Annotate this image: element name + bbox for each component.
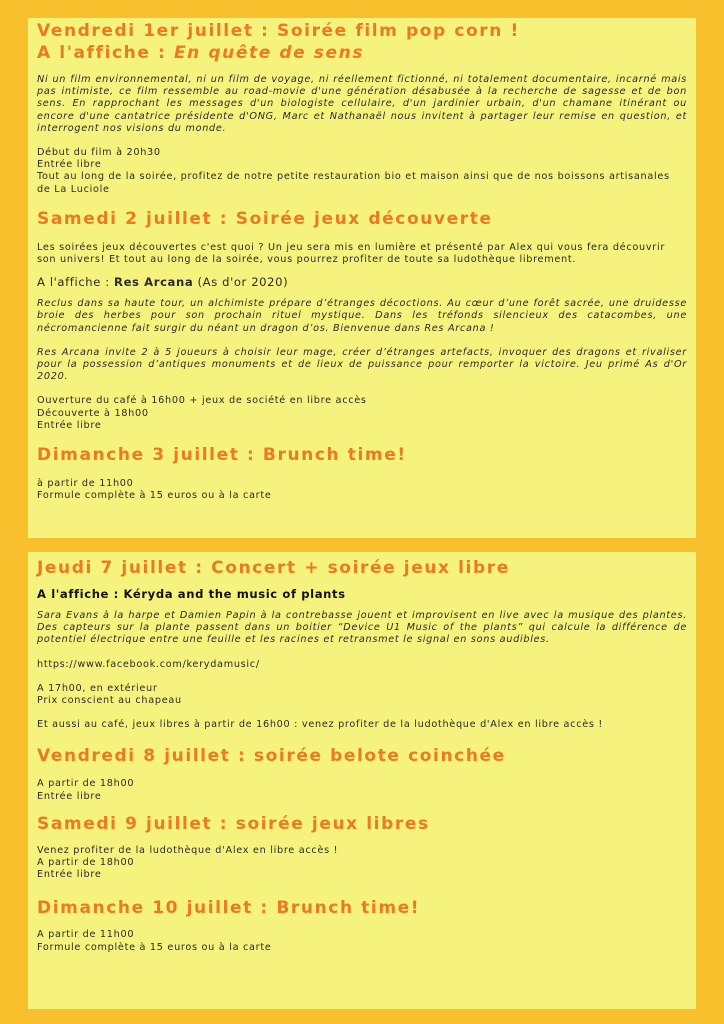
event-sunday-3	[37, 444, 696, 502]
event-description: Sara Evans à la harpe et Damien Papin à la contrebasse jouent et improvisent en live avec la musique des plantes. Des capteurs sur la plante passent dans un boitier “Device U1 Music of the plants” qui calcule la différence de potentiel électrique entre une feuille et les racines et retransmet le signal en sons audibles.	[37, 610, 687, 646]
info-line: Tout au long de la soirée, profitez de notre petite restauration bio et maison ainsi que de nos boissons artisanales de La Luciole	[37, 171, 670, 195]
event-info	[37, 929, 696, 953]
affiche-label: A l'affiche :	[37, 275, 115, 290]
info-line: Formule complète à 15 euros ou à la carte	[37, 490, 272, 502]
event-friday-1	[37, 20, 696, 196]
info-line: A partir de 11h00	[37, 929, 135, 941]
event-title: Vendredi 1er juillet : Soirée film pop corn !	[37, 21, 520, 41]
game-description: Reclus dans sa haute tour, un alchimiste prépare d’étranges décoctions. Au cœur d’une forêt sacrée, une druidesse broie des herbes pour son prochain rituel mystique. Dans les tréfonds silencieux des catacombes, une nécromancienne fait surgir du néant un dragon d’os. Bienvenue dans Res Arcana !	[37, 298, 687, 334]
info-line: Entrée libre	[37, 419, 102, 431]
info-line: Ouverture du café à 16h00 + jeux de société en libre accès	[37, 395, 367, 407]
event-info	[37, 683, 696, 707]
event-affiche: A l'affiche : Kéryda and the music of plants	[37, 587, 346, 601]
event-info	[37, 147, 696, 196]
event-info	[37, 778, 696, 802]
info-line: Découverte à 18h00	[37, 407, 149, 419]
event-intro: Les soirées jeux découvertes c'est quoi ? Un jeu sera mis en lumière et présenté par Alex qui vous fera découvrir son univers! Et tout au long de la soirée, vous pourrez profiter de toute sa ludothèque librement.	[37, 241, 666, 266]
event-saturday-9	[37, 813, 696, 882]
event-title: Vendredi 8 juillet : soirée belote coinchée	[37, 746, 506, 767]
info-line: Entrée libre	[37, 869, 102, 881]
info-line: Entrée libre	[37, 159, 102, 171]
event-info	[37, 478, 696, 502]
game-award: (As d'or 2020)	[193, 275, 289, 290]
affiche-label: A l'affiche :	[37, 43, 174, 63]
info-line: Prix conscient au chapeau	[37, 695, 182, 707]
info-line: Entrée libre	[37, 790, 102, 802]
program-panel-week2	[28, 552, 696, 1009]
event-info	[37, 395, 696, 432]
event-saturday-2	[37, 208, 696, 432]
event-title: Jeudi 7 juillet : Concert + soirée jeux libre	[37, 558, 510, 578]
info-line: A partir de 18h00	[37, 778, 135, 790]
event-thursday-7	[37, 557, 696, 731]
event-extra: Et aussi au café, jeux libres à partir de 16h00 : venez profiter de la ludothèque d'Alex en libre accès !	[37, 719, 603, 731]
info-line: A 17h00, en extérieur	[37, 682, 158, 694]
event-info	[37, 845, 696, 882]
event-friday-8	[37, 745, 696, 802]
info-line: Venez profiter de la ludothèque d'Alex en libre accès !	[37, 844, 339, 856]
game-description: Res Arcana invite 2 à 5 joueurs à choisir leur mage, créer d’étranges artefacts, invoquer des dragons et rivaliser pour la possession d’antiques monuments et de lieux de puissance pour remporter la victoire. Jeu primé As d'Or 2020.	[37, 346, 687, 383]
event-title: Samedi 9 juillet : soirée jeux libres	[37, 813, 430, 834]
info-line: Début du film à 20h30	[37, 147, 161, 159]
event-title: Dimanche 3 juillet : Brunch time!	[37, 445, 407, 466]
event-affiche	[37, 42, 696, 64]
event-title: Dimanche 10 juillet : Brunch time!	[37, 898, 421, 919]
film-title: En quête de sens	[173, 43, 365, 63]
event-title: Samedi 2 juillet : Soirée jeux découverte	[37, 208, 493, 229]
program-panel-week1	[28, 18, 696, 538]
game-title: Res Arcana	[114, 275, 194, 290]
event-description: Ni un film environnemental, ni un film de voyage, ni réellement fictionné, ni totalement documentaire, incarné mais pas intimiste, ce film ressemble au road-movie d'une génération désabusée à la recherche de sagesse et de bon sens. En rapprochant les messages d'un biologiste cellulaire, d'un jardinier urbain, d'un chamane itinérant ou encore d'une cantatrice présidente d'ONG, Marc et Nathanaël nous invitent à partager leur remise en question, et interrogent nos visions du monde.	[37, 74, 687, 134]
event-sunday-10	[37, 897, 696, 953]
facebook-link[interactable]: https://www.facebook.com/kerydamusic/	[37, 658, 260, 670]
info-line: à partir de 11h00	[37, 478, 134, 490]
event-affiche	[37, 275, 696, 290]
info-line: Formule complète à 15 euros ou à la carte	[37, 941, 272, 953]
info-line: A partir de 18h00	[37, 857, 135, 869]
